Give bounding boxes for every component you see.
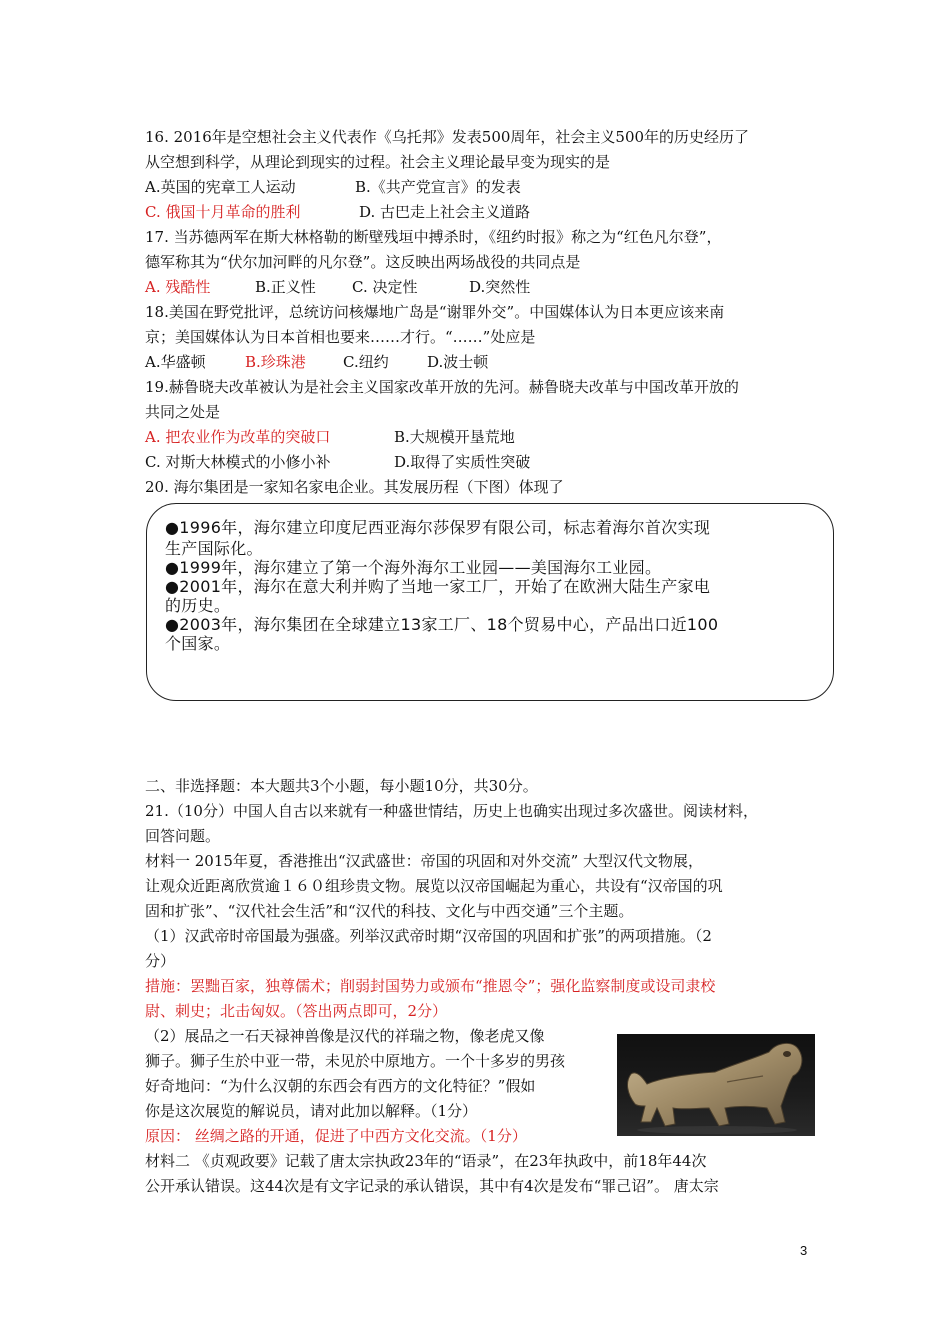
- material1-line3: 固和扩张”、“汉代社会生活”和“汉代的科技、文化与中西交通”三个主题。: [145, 902, 634, 920]
- answer1-line1: 措施：罢黜百家，独尊儒术；削弱封国势力或颁布“推恩令”；强化监察制度或设司隶校: [145, 977, 716, 995]
- page-number: 3: [800, 1243, 808, 1258]
- q18-option-c: C.纽约: [343, 353, 389, 371]
- stone-beast-figure: [617, 1034, 815, 1136]
- q16-option-b: B.《共产党宣言》的发表: [355, 178, 521, 196]
- timeline-line: 的历史。: [165, 596, 231, 615]
- section-heading: 二、非选择题：本大题共3个小题，每小题10分，共30分。: [145, 777, 538, 795]
- timeline-line: 生产国际化。: [165, 539, 263, 558]
- q17-stem-line1: 17. 当苏德两军在斯大林格勒的断壁残垣中搏杀时，《纽约时报》称之为“红色凡尔登”，: [145, 228, 722, 246]
- subq1-line1: （1）汉武帝时帝国最为强盛。列举汉武帝时期“汉帝国的巩固和扩张”的两项措施。（2: [145, 927, 712, 945]
- answer2: 原因： 丝绸之路的开通，促进了中西方文化交流。（1分）: [145, 1127, 527, 1145]
- material2-line1: 材料二 《贞观政要》记载了唐太宗执政23年的“语录”，在23年执政中，前18年44次: [145, 1152, 707, 1170]
- material1-line1: 材料一 2015年夏，香港推出“汉武盛世：帝国的巩固和对外交流” 大型汉代文物展，: [145, 852, 704, 870]
- answer1-line2: 尉、刺史；北击匈奴。（答出两点即可，2分）: [145, 1002, 448, 1020]
- q16-stem-line2: 从空想到科学，从理论到现实的过程。社会主义理论最早变为现实的是: [145, 153, 611, 171]
- timeline-line: 个国家。: [165, 634, 231, 653]
- timeline-line: ●1999年，海尔建立了第一个海外海尔工业园——美国海尔工业园。: [165, 558, 662, 577]
- timeline-line: ●2003年，海尔集团在全球建立13家工厂、18个贸易中心，产品出口近100: [165, 615, 719, 634]
- subq1-line2: 分）: [145, 952, 176, 970]
- q19-stem-line2: 共同之处是: [145, 403, 221, 421]
- q19-option-a: A. 把农业作为改革的突破口: [145, 428, 331, 446]
- q16-option-d: D. 古巴走上社会主义道路: [359, 203, 531, 221]
- q19-option-c: C. 对斯大林模式的小修小补: [145, 453, 331, 471]
- q17-option-b: B.正义性: [255, 278, 316, 296]
- q18-stem-line2: 京；美国媒体认为日本首相也要来……才行。“……”处应是: [145, 328, 536, 346]
- q21-stem-line2: 回答问题。: [145, 827, 221, 845]
- q18-option-d: D.波士顿: [427, 353, 489, 371]
- q19-option-b: B.大规模开垦荒地: [394, 428, 515, 446]
- timeline-line: ●1996年，海尔建立印度尼西亚海尔莎保罗有限公司，标志着海尔首次实现: [165, 518, 711, 537]
- q19-option-d: D.取得了实质性突破: [394, 453, 531, 471]
- subq2-line1: （2）展品之一石天禄神兽像是汉代的祥瑞之物，像老虎又像: [145, 1027, 545, 1045]
- q18-option-a: A.华盛顿: [145, 353, 206, 371]
- stone-beast-photo: [617, 1034, 815, 1136]
- q18-option-b: B.珍珠港: [245, 353, 306, 371]
- timeline-line: ●2001年，海尔在意大利并购了当地一家工厂，开始了在欧洲大陆生产家电: [165, 577, 711, 596]
- q17-option-a: A. 残酷性: [145, 278, 211, 296]
- subq2-line2: 狮子。狮子生於中亚一带，未见於中原地方。一个十多岁的男孩: [145, 1052, 566, 1070]
- q17-option-c: C. 决定性: [352, 278, 418, 296]
- subq2-line4: 你是这次展览的解说员，请对此加以解释。（1分）: [145, 1102, 478, 1120]
- subq2-line3: 好奇地问：“为什么汉朝的东西会有西方的文化特征？”假如: [145, 1077, 536, 1095]
- q19-stem-line1: 19.赫鲁晓夫改革被认为是社会主义国家改革开放的先河。赫鲁晓夫改革与中国改革开放的: [145, 378, 739, 396]
- material1-line2: 让观众近距离欣赏逾１６０组珍贵文物。展览以汉帝国崛起为重心，共设有“汉帝国的巩: [145, 877, 723, 895]
- haier-timeline-box: [146, 503, 834, 701]
- q16-option-c: C. 俄国十月革命的胜利: [145, 203, 301, 221]
- q16-stem-line1: 16. 2016年是空想社会主义代表作《乌托邦》发表500周年，社会主义500年的历史经历了: [145, 128, 750, 146]
- q20-stem: 20. 海尔集团是一家知名家电企业。其发展历程（下图）体现了: [145, 478, 564, 496]
- q17-stem-line2: 德军称其为“伏尔加河畔的凡尔登”。这反映出两场战役的共同点是: [145, 253, 581, 271]
- q18-stem-line1: 18.美国在野党批评，总统访问核爆地广岛是“谢罪外交”。中国媒体认为日本更应该来南: [145, 303, 725, 321]
- q16-option-a: A.英国的宪章工人运动: [145, 178, 296, 196]
- q17-option-d: D.突然性: [469, 278, 531, 296]
- material2-line2: 公开承认错误。这44次是有文字记录的承认错误，其中有4次是发布“罪己诏”。 唐太宗: [145, 1177, 719, 1195]
- q21-stem-line1: 21.（10分）中国人自古以来就有一种盛世情结，历史上也确实出现过多次盛世。阅读材料，: [145, 802, 758, 820]
